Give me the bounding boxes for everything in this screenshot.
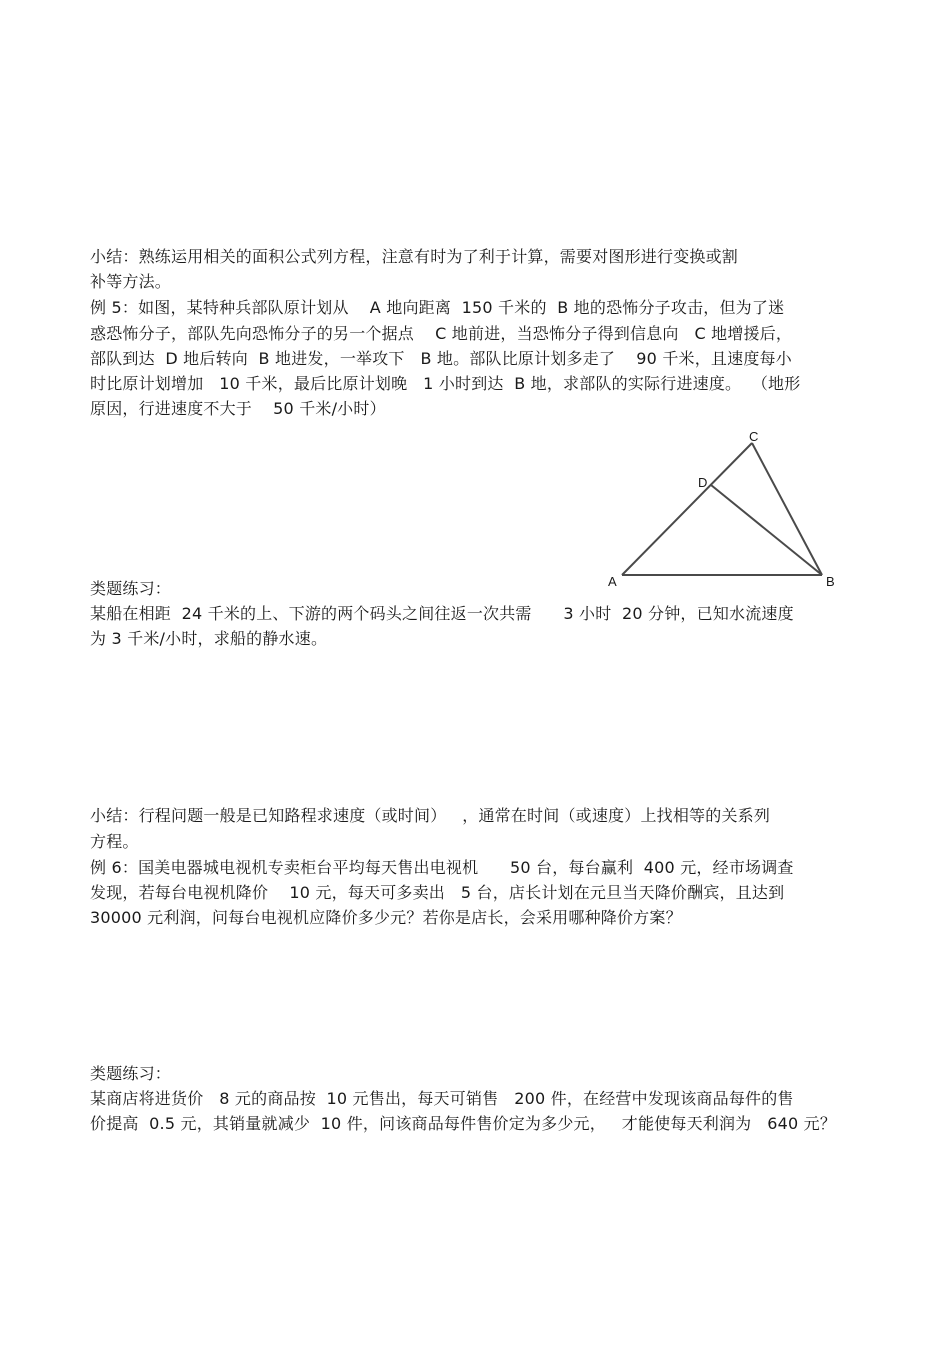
segment-db	[711, 485, 822, 575]
practice-2-line-1: 某商店将进货价 8 元的商品按 10 元售出，每天可销售 200 件，在经营中发现该商品每件的售	[90, 1089, 794, 1108]
label-b: B	[826, 574, 835, 589]
example-5-line-3: 部队到达 D 地后转向 B 地进发，一举攻下 B 地。部队比原计划多走了 90 千米，且速度每小	[90, 349, 792, 368]
summary-1-line-1: 小结：熟练运用相关的面积公式列方程，注意有时为了利于计算，需要对图形进行变换或割	[90, 247, 739, 266]
summary-2-line-2: 方程。	[90, 832, 139, 851]
practice-1-line-1: 某船在相距 24 千米的上、下游的两个码头之间往返一次共需 3 小时 20 分钟，已知水流速度	[90, 604, 794, 623]
label-a: A	[608, 574, 617, 589]
label-d: D	[698, 475, 708, 490]
example-5-line-4: 时比原计划增加 10 千米，最后比原计划晚 1 小时到达 B 地，求部队的实际行进速度。 （地形	[90, 374, 801, 393]
summary-2-line-1: 小结：行程问题一般是已知路程求速度（或时间） ，通常在时间（或速度）上找相等的关系列	[90, 806, 771, 825]
example-5-line-2: 惑恐怖分子，部队先向恐怖分子的另一个据点 C 地前进，当恐怖分子得到信息向 C 地增援后，	[90, 324, 793, 343]
practice-1-line-2: 为 3 千米/小时，求船的静水速。	[90, 629, 328, 648]
practice-2-line-2: 价提高 0.5 元，其销量就减少 10 件，问该商品每件售价定为多少元， 才能使每天利润为 640 元？	[90, 1114, 837, 1133]
example-6-line-1: 例 6：国美电器城电视机专卖柜台平均每天售出电视机 50 台，每台赢利 400 元，经市场调查	[90, 858, 794, 877]
summary-1-line-2: 补等方法。	[90, 272, 172, 291]
practice-2-heading: 类题练习：	[90, 1064, 172, 1083]
example-6-line-3: 30000 元利润，问每台电视机应降价多少元？若你是店长，会采用哪种降价方案？	[90, 908, 682, 927]
label-c: C	[749, 429, 759, 444]
segment-ac	[622, 443, 752, 575]
example-6-line-2: 发现，若每台电视机降价 10 元，每天可多卖出 5 台，店长计划在元旦当天降价酬宾，且达到	[90, 883, 785, 902]
practice-1-heading: 类题练习：	[90, 579, 172, 598]
triangle-figure	[600, 425, 850, 595]
segment-cb	[752, 443, 822, 575]
example-5-line-5: 原因，行进速度不大于 50 千米/小时）	[90, 399, 386, 418]
example-5-line-1: 例 5：如图，某特种兵部队原计划从 A 地向距离 150 千米的 B 地的恐怖分子攻击，但为了迷	[90, 298, 785, 317]
